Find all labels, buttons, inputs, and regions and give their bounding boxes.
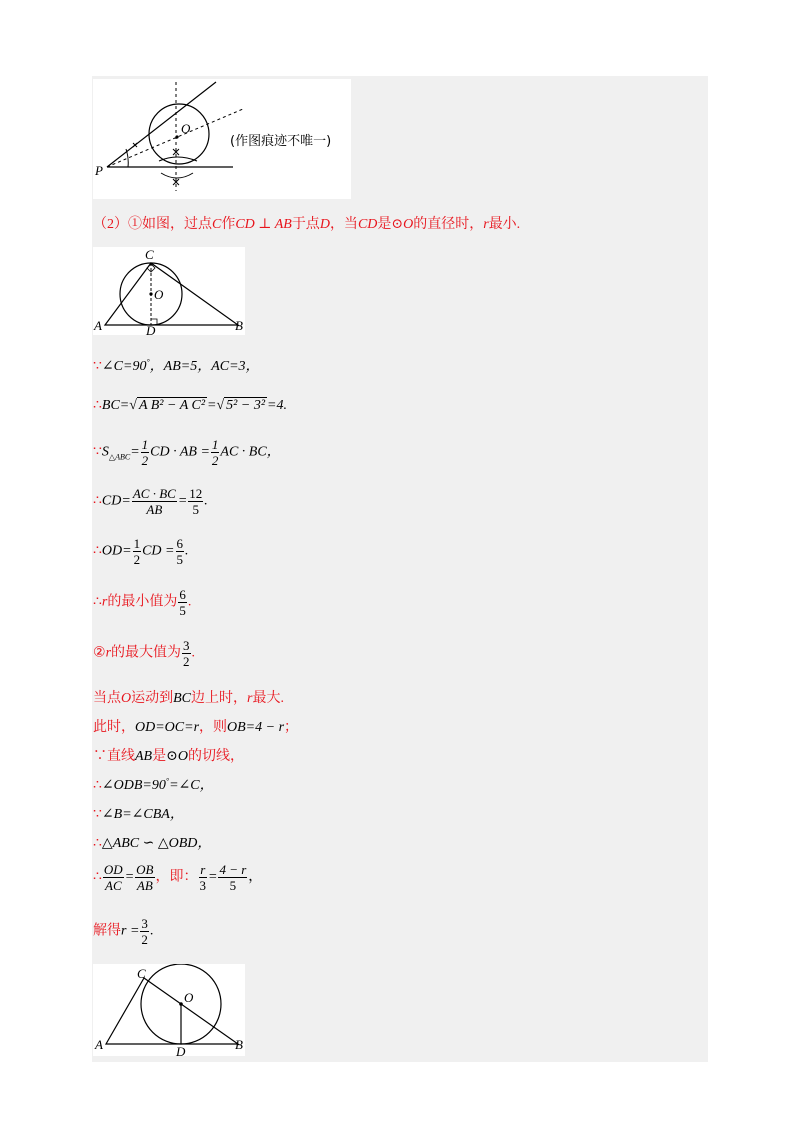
therefore-symbol: ∴ <box>93 778 102 793</box>
circled-2: ② <box>93 645 106 661</box>
because-symbol: ∵ <box>93 359 102 374</box>
label-o: O <box>184 990 194 1005</box>
text-prefix: （2）①如图，过点 <box>93 217 212 232</box>
fraction-half-1 <box>141 437 150 468</box>
expr-angle-odb: ∠ODB=90 <box>101 778 166 793</box>
equals: = <box>208 869 218 885</box>
expr-mid: CD · AB = <box>150 444 210 460</box>
equals: = <box>130 444 140 460</box>
radicand-1: A B² − A C² <box>138 398 206 413</box>
expr-circle-o: ⊙O <box>391 217 414 232</box>
expr-bc: BC= <box>101 398 130 413</box>
label-p: P <box>95 163 103 178</box>
figure-triangle-max <box>93 964 245 1056</box>
den: AB <box>146 502 163 517</box>
num: 6 <box>176 536 183 551</box>
text-max-value: 的最大值为 <box>111 645 182 661</box>
figure-2-svg <box>93 247 245 335</box>
line-angle-b <box>93 803 184 823</box>
line-bc: ∴BC=√ A B² − A C² =√ 5² − 3² =4. <box>93 398 287 413</box>
label-a: A <box>95 1037 103 1052</box>
label-a: A <box>94 318 102 333</box>
num: AC · BC <box>132 486 176 501</box>
because-symbol: ∵ <box>93 749 107 764</box>
fraction-12-5 <box>188 486 203 517</box>
text: 当点 <box>93 691 121 706</box>
because-symbol: ∵ <box>93 444 102 460</box>
expr-angle-c: ∠C=90 <box>101 359 147 374</box>
figure-3-svg <box>93 964 245 1056</box>
var-r: r <box>101 594 108 610</box>
line-cd <box>93 486 208 517</box>
num: 1 <box>211 437 219 452</box>
var-cd: CD <box>357 217 378 232</box>
fraction-r-3 <box>199 862 208 893</box>
period: . <box>149 923 154 939</box>
num: OB <box>136 862 154 877</box>
period: . <box>204 493 208 509</box>
fraction-half-2 <box>211 437 220 468</box>
den: 5 <box>179 603 186 618</box>
fraction-ob-ab <box>135 862 154 893</box>
figure-triangle-min <box>93 247 245 335</box>
expr-cd: CD = <box>142 543 175 559</box>
text-ji: ，即： <box>155 869 198 885</box>
expr-ob: OB=4 − r <box>227 720 285 735</box>
text: 此时， <box>93 720 135 735</box>
den: AC <box>105 878 122 893</box>
text-zhijing: 的直径时， <box>413 217 484 232</box>
den: 2 <box>133 552 141 567</box>
expr-tail: AC · BC， <box>220 444 281 460</box>
fraction-6-5 <box>176 536 185 567</box>
expr-angle-b: ∠B=∠CBA， <box>101 807 184 822</box>
expr-od-oc-r: OD=OC=r <box>135 720 200 735</box>
label-o: O <box>154 287 164 302</box>
period: . <box>187 594 192 610</box>
figure-1-svg <box>93 79 351 199</box>
fraction-6-5 <box>178 587 187 618</box>
num: 12 <box>189 486 203 501</box>
text: 是 <box>152 749 167 764</box>
period: . <box>191 645 196 661</box>
fraction-3-2 <box>182 638 191 669</box>
text-zuo: 作 <box>221 217 236 232</box>
label-o: O <box>181 121 191 136</box>
den: AB <box>136 878 153 893</box>
expr-circle-o: ⊙O <box>166 749 188 764</box>
line-area <box>93 437 281 468</box>
text-jiede: 解得 <box>93 923 121 939</box>
because-symbol: ∵ <box>93 807 102 822</box>
line-proportion <box>93 862 262 893</box>
therefore-symbol: ∴ <box>93 493 102 509</box>
fraction-od-ac <box>103 862 124 893</box>
den: 2 <box>211 453 219 468</box>
label-b: B <box>235 318 243 333</box>
therefore-symbol: ∴ <box>93 836 102 851</box>
text: 运动到 <box>131 691 174 706</box>
text: ，则 <box>199 720 228 735</box>
line-part2-intro <box>93 213 520 233</box>
den: 2 <box>141 453 149 468</box>
den: 2 <box>183 654 190 669</box>
num: 6 <box>179 587 186 602</box>
degree-sign: ° <box>165 776 170 786</box>
figure-angle-bisector <box>93 79 351 199</box>
radicand-2: 5² − 3² <box>226 398 266 413</box>
var-ab: AB <box>135 749 153 764</box>
text: ； <box>284 720 299 735</box>
expr-result: =4. <box>267 398 287 413</box>
num: r <box>200 862 206 877</box>
expr-tail: =∠C， <box>169 778 214 793</box>
line-tangent <box>93 745 244 765</box>
label-d: D <box>176 1044 186 1056</box>
expr-cd: CD= <box>101 493 131 509</box>
num: 3 <box>183 638 190 653</box>
text-shi: 是 <box>377 217 392 232</box>
line-angle-odb <box>93 774 214 794</box>
den: 3 <box>199 878 206 893</box>
therefore-symbol: ∴ <box>93 543 102 559</box>
expr-sides: ，AB=5，AC=3， <box>149 359 260 374</box>
line-given <box>93 355 260 375</box>
area-sub: △ABC <box>108 452 131 462</box>
expr-cd-perp-ab: CD ⊥ AB <box>235 217 292 232</box>
therefore-symbol: ∴ <box>93 869 102 885</box>
line-r-min <box>93 587 191 618</box>
degree-sign: ° <box>146 357 150 367</box>
line-similar <box>93 832 211 852</box>
line-r-max <box>93 638 195 669</box>
text: 直线 <box>107 749 135 764</box>
fraction-3-2 <box>140 916 149 947</box>
text-min-value: 的最小值为 <box>107 594 178 610</box>
comma: ， <box>248 869 263 885</box>
num: 4 − r <box>219 862 247 877</box>
text: 最大. <box>252 691 284 706</box>
line-o-on-bc <box>93 687 284 707</box>
text: 边上时， <box>191 691 248 706</box>
den: 5 <box>192 502 200 517</box>
var-r: r <box>105 645 112 661</box>
figure-note: (作图痕迹不唯一) <box>230 134 332 149</box>
var-r: r <box>483 217 489 232</box>
line-od <box>93 536 189 567</box>
label-c: C <box>145 247 154 262</box>
var-bc: BC <box>173 691 192 706</box>
var-c: C <box>212 217 222 232</box>
text-zuixiao: 最小. <box>488 217 521 232</box>
therefore-symbol: ∴ <box>93 594 102 610</box>
den: 2 <box>141 932 148 947</box>
line-solve <box>93 916 153 947</box>
den: 5 <box>176 552 183 567</box>
fraction-4-r-5 <box>218 862 247 893</box>
expr-similar: △ABC ∽ △OBD， <box>101 836 212 851</box>
label-d: D <box>146 323 156 335</box>
expr-od: OD= <box>101 543 132 559</box>
period: . <box>185 543 189 559</box>
text: 的切线， <box>187 749 244 764</box>
var-d: D <box>319 217 330 232</box>
line-od-oc <box>93 716 298 736</box>
therefore-symbol: ∴ <box>93 398 102 413</box>
num: 1 <box>141 437 149 452</box>
var-r: r <box>247 691 253 706</box>
num: 1 <box>133 536 141 551</box>
label-b: B <box>235 1037 243 1052</box>
num: 3 <box>141 916 148 931</box>
equals: = <box>124 869 135 885</box>
fraction-ratio <box>132 486 177 517</box>
label-c: C <box>137 966 146 981</box>
equals: = <box>207 398 217 413</box>
den: 5 <box>229 878 237 893</box>
var-o: O <box>121 691 132 706</box>
fraction-half <box>133 536 142 567</box>
area-s: S <box>101 444 109 460</box>
text-yudian: 于点 <box>291 217 320 232</box>
text-dang: ，当 <box>329 217 358 232</box>
equals: = <box>177 493 188 509</box>
expr-r: r = <box>121 923 140 939</box>
num: OD <box>103 862 123 877</box>
